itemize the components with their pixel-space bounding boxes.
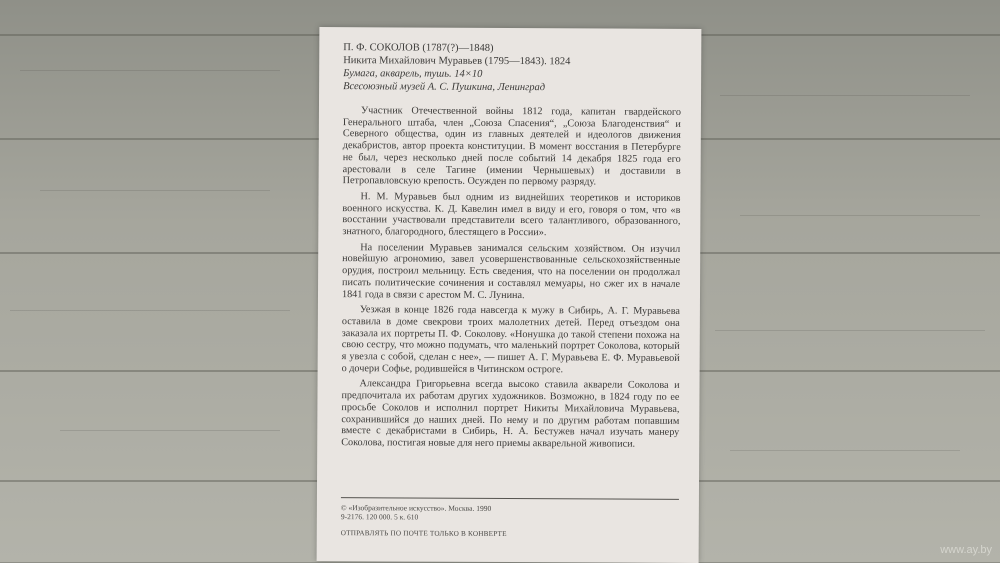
artist-line: П. Ф. СОКОЛОВ (1787(?)—1848) bbox=[343, 42, 494, 54]
medium-line: Бумага, акварель, тушь. 14×10 bbox=[343, 68, 483, 80]
postcard-back bbox=[317, 27, 702, 563]
portrait-title: Никита Михайлович Муравьев (1795—1843). 1824 bbox=[343, 55, 571, 68]
museum-line: Всесоюзный музей А. С. Пушкина, Ленинград bbox=[343, 81, 546, 94]
wood-grain bbox=[715, 330, 985, 331]
publisher-line: © «Изобразительное искусство». Москва. 1990 bbox=[340, 503, 492, 513]
postcard-text-area bbox=[341, 41, 681, 454]
wood-grain bbox=[730, 450, 960, 451]
wood-grain bbox=[20, 70, 280, 71]
paragraph: На поселении Муравьев занимался сельским хозяйством. Он изучил новейшую агрономию, завел усовершенствованные сельскохозяйственные орудия, построил мельницу. Есть сведения, что на поселении он продолжал писать политические сочинения и составлял мемуары, но сжег их в начале 1841 года в связи с арестом М. С. Лунина. bbox=[341, 241, 681, 301]
paragraph: Уезжая в конце 1826 года навсегда к мужу в Сибирь, А. Г. Муравьева оставила в доме свекрови троих малолетних детей. Перед отъездом она заказала их портреты П. Ф. Соколову. «Нонушка до такой степени похожа на свою сестру, что можно подумать, что маленький портрет Соколова, который я увезла с собой, сделан с нее», — пишет А. Г. Муравьева Е. Ф. Муравьевой о дочери Софье, родившейся в Читинском остроге. bbox=[341, 304, 680, 376]
wood-grain bbox=[740, 215, 980, 216]
wood-grain bbox=[60, 430, 280, 431]
paragraph: Александра Григорьевна всегда высоко ставила акварели Соколова и предпочитала их работам других художников. Возможно, в 1824 году по ее просьбе Соколов и исполнил портрет Никиты Михайловича Муравьева, сохранившийся до наших дней. По нему и по другим работам попавшим вместе с декабристами в Сибирь, Н. А. Бестужев начал изучать манеру Соколова, постигая новые для него приемы акварельной живописи. bbox=[341, 378, 680, 450]
wood-grain bbox=[40, 190, 270, 191]
paragraph: Н. М. Муравьев был одним из виднейших теоретиков и историков военного искусства. К. Д. Кавелин имел в виду и его, говоря о том, что «в восстании участвовали представители всего талантливого, образованного, знатного, благородного, блестящего в России». bbox=[342, 191, 681, 239]
print-info-line: 9-2176. 120 000. 5 к. 610 bbox=[340, 512, 419, 522]
footer-divider bbox=[341, 497, 679, 500]
wood-grain bbox=[10, 310, 290, 311]
paragraph: Участник Отечественной войны 1812 года, капитан гвардейского Генерального штаба, член „Союза Спасения“, „Союза Благоденствия“ и Северного общества, один из главных деятелей и идеологов движения декабристов, автор проекта конституции. В момент восстания в Петербурге не был, через несколько дней после событий 14 декабря 1825 года его арестовали в селе Тагине (имении Чернышевых) и доставили в Петропавловскую крепость. Осужден по первому разряду. bbox=[342, 105, 681, 188]
watermark: www.ay.by bbox=[940, 544, 992, 556]
wood-grain bbox=[720, 95, 970, 96]
description-body bbox=[341, 105, 681, 450]
mail-note: ОТПРАВЛЯТЬ ПО ПОЧТЕ ТОЛЬКО В КОНВЕРТЕ bbox=[340, 529, 507, 538]
